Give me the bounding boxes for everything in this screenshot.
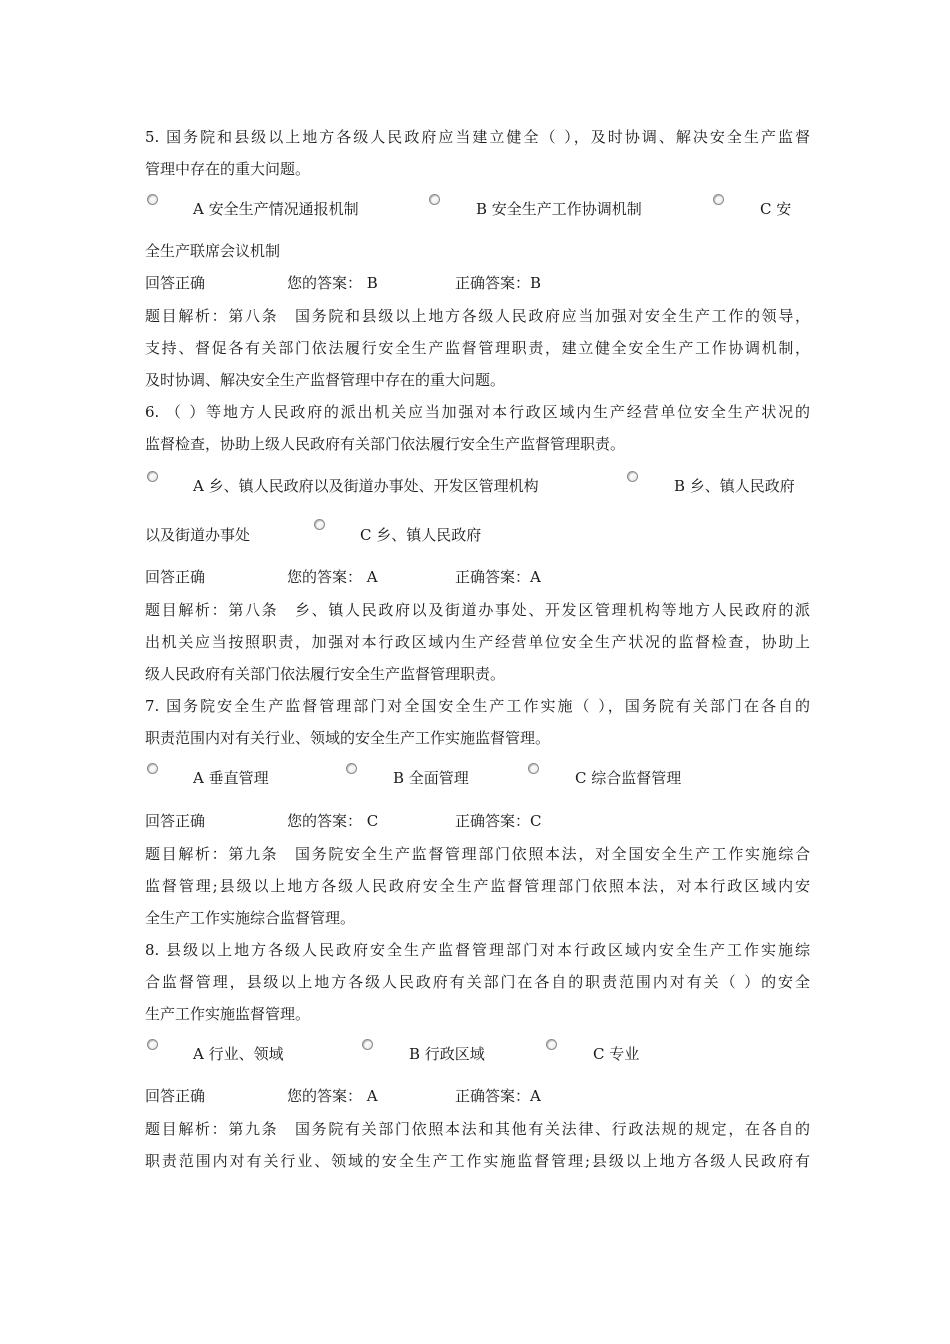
question-5-option-b-label: B 安全生产工作协调机制 <box>476 200 642 218</box>
question-7-your-answer: 您的答案： C <box>287 812 379 830</box>
question-7-option-c-radio[interactable] <box>528 763 539 774</box>
question-8-analysis-line-1: 题目解析：第九条 国务院有关部门依照本法和其他有关法律、行政法规的规定，在各自的 <box>145 1120 810 1138</box>
question-6-option-a-radio[interactable] <box>147 471 158 482</box>
question-8-option-a-radio[interactable] <box>147 1039 158 1050</box>
question-8-stem-line-3: 生产工作实施监督管理。 <box>145 1005 311 1023</box>
question-5-analysis-line-3: 及时协调、解决安全生产监督管理中存在的重大问题。 <box>145 371 506 389</box>
question-5-correct-answer: 正确答案：B <box>455 274 542 292</box>
question-7-result-status: 回答正确 <box>145 812 206 830</box>
question-6-option-c-radio[interactable] <box>314 519 325 530</box>
question-6-analysis-line-1: 题目解析：第八条 乡、镇人民政府以及街道办事处、开发区管理机构等地方人民政府的派 <box>145 601 810 619</box>
question-8-stem-line-2: 合监督管理，县级以上地方各级人民政府有关部门在各自的职责范围内对有关（ ）的安全 <box>145 973 810 991</box>
question-5-option-c-radio[interactable] <box>713 194 724 205</box>
question-7-analysis-line-3: 全生产工作实施综合监督管理。 <box>145 909 356 927</box>
question-8-stem-line-1: 8. 县级以上地方各级人民政府安全生产监督管理部门对本行政区域内安全生产工作实施综 <box>145 941 810 959</box>
question-6-analysis-line-2: 出机关应当按照职责，加强对本行政区域内生产经营单位安全生产状况的监督检查，协助上 <box>145 633 810 651</box>
question-6-stem-line-1: 6. （ ）等地方人民政府的派出机关应当加强对本行政区域内生产经营单位安全生产状况的 <box>145 403 810 421</box>
question-5-option-b-radio[interactable] <box>429 194 440 205</box>
question-6-option-a-label: A 乡、镇人民政府以及街道办事处、开发区管理机构 <box>193 477 539 495</box>
question-6-option-b-label: B 乡、镇人民政府 <box>674 477 795 495</box>
question-7-correct-answer: 正确答案：C <box>455 812 542 830</box>
question-6-your-answer: 您的答案： A <box>287 568 378 586</box>
question-5-result-status: 回答正确 <box>145 274 206 292</box>
question-5-option-c-label: C 安 <box>760 200 792 218</box>
question-6-result-status: 回答正确 <box>145 568 206 586</box>
question-6-option-c-label: C 乡、镇人民政府 <box>360 526 482 544</box>
question-5-option-a-radio[interactable] <box>147 194 158 205</box>
question-7-option-a-radio[interactable] <box>147 763 158 774</box>
question-5-analysis-line-2: 支持、督促各有关部门依法履行安全生产监督管理职责，建立健全安全生产工作协调机制， <box>145 339 810 357</box>
question-6-correct-answer: 正确答案：A <box>455 568 541 586</box>
question-6-stem-line-2: 监督检查，协助上级人民政府有关部门依法履行安全生产监督管理职责。 <box>145 435 626 453</box>
question-7-stem-line-2: 职责范围内对有关行业、领域的安全生产工作实施监督管理。 <box>145 729 551 747</box>
question-8-option-c-label: C 专业 <box>593 1045 640 1063</box>
question-5-option-c-label-wrap: 全生产联席会议机制 <box>145 242 281 260</box>
question-8-option-b-label: B 行政区域 <box>409 1045 485 1063</box>
question-8-option-c-radio[interactable] <box>546 1039 557 1050</box>
question-7-analysis-line-1: 题目解析：第九条 国务院安全生产监督管理部门依照本法，对全国安全生产工作实施综合 <box>145 845 810 863</box>
question-7-analysis-line-2: 监督管理;县级以上地方各级人民政府安全生产监督管理部门依照本法，对本行政区域内安 <box>145 877 810 895</box>
question-6-analysis-line-3: 级人民政府有关部门依法履行安全生产监督管理职责。 <box>145 665 506 683</box>
question-8-option-b-radio[interactable] <box>362 1039 373 1050</box>
question-8-correct-answer: 正确答案：A <box>455 1087 541 1105</box>
question-7-option-b-radio[interactable] <box>346 763 357 774</box>
question-6-option-b-radio[interactable] <box>627 471 638 482</box>
question-8-your-answer: 您的答案： A <box>287 1087 378 1105</box>
question-8-option-a-label: A 行业、领域 <box>193 1045 284 1063</box>
question-5-stem-line-1: 5. 国务院和县级以上地方各级人民政府应当建立健全（ ），及时协调、解决安全生产监督 <box>145 128 810 146</box>
question-6-option-b-label-wrap: 以及街道办事处 <box>145 526 251 544</box>
question-7-option-a-label: A 垂直管理 <box>193 769 269 787</box>
question-7-option-c-label: C 综合监督管理 <box>575 769 682 787</box>
question-5-option-a-label: A 安全生产情况通报机制 <box>193 200 359 218</box>
question-5-your-answer: 您的答案： B <box>287 274 378 292</box>
document-page <box>145 0 810 1344</box>
question-5-analysis-line-1: 题目解析：第八条 国务院和县级以上地方各级人民政府应当加强对安全生产工作的领导， <box>145 307 810 325</box>
question-7-option-b-label: B 全面管理 <box>393 769 469 787</box>
question-8-result-status: 回答正确 <box>145 1087 206 1105</box>
question-5-stem-line-2: 管理中存在的重大问题。 <box>145 160 311 178</box>
question-7-stem-line-1: 7. 国务院安全生产监督管理部门对全国安全生产工作实施（ ），国务院有关部门在各自的 <box>145 697 810 715</box>
question-8-analysis-line-2: 职责范围内对有关行业、领域的安全生产工作实施监督管理;县级以上地方各级人民政府有 <box>145 1152 810 1170</box>
